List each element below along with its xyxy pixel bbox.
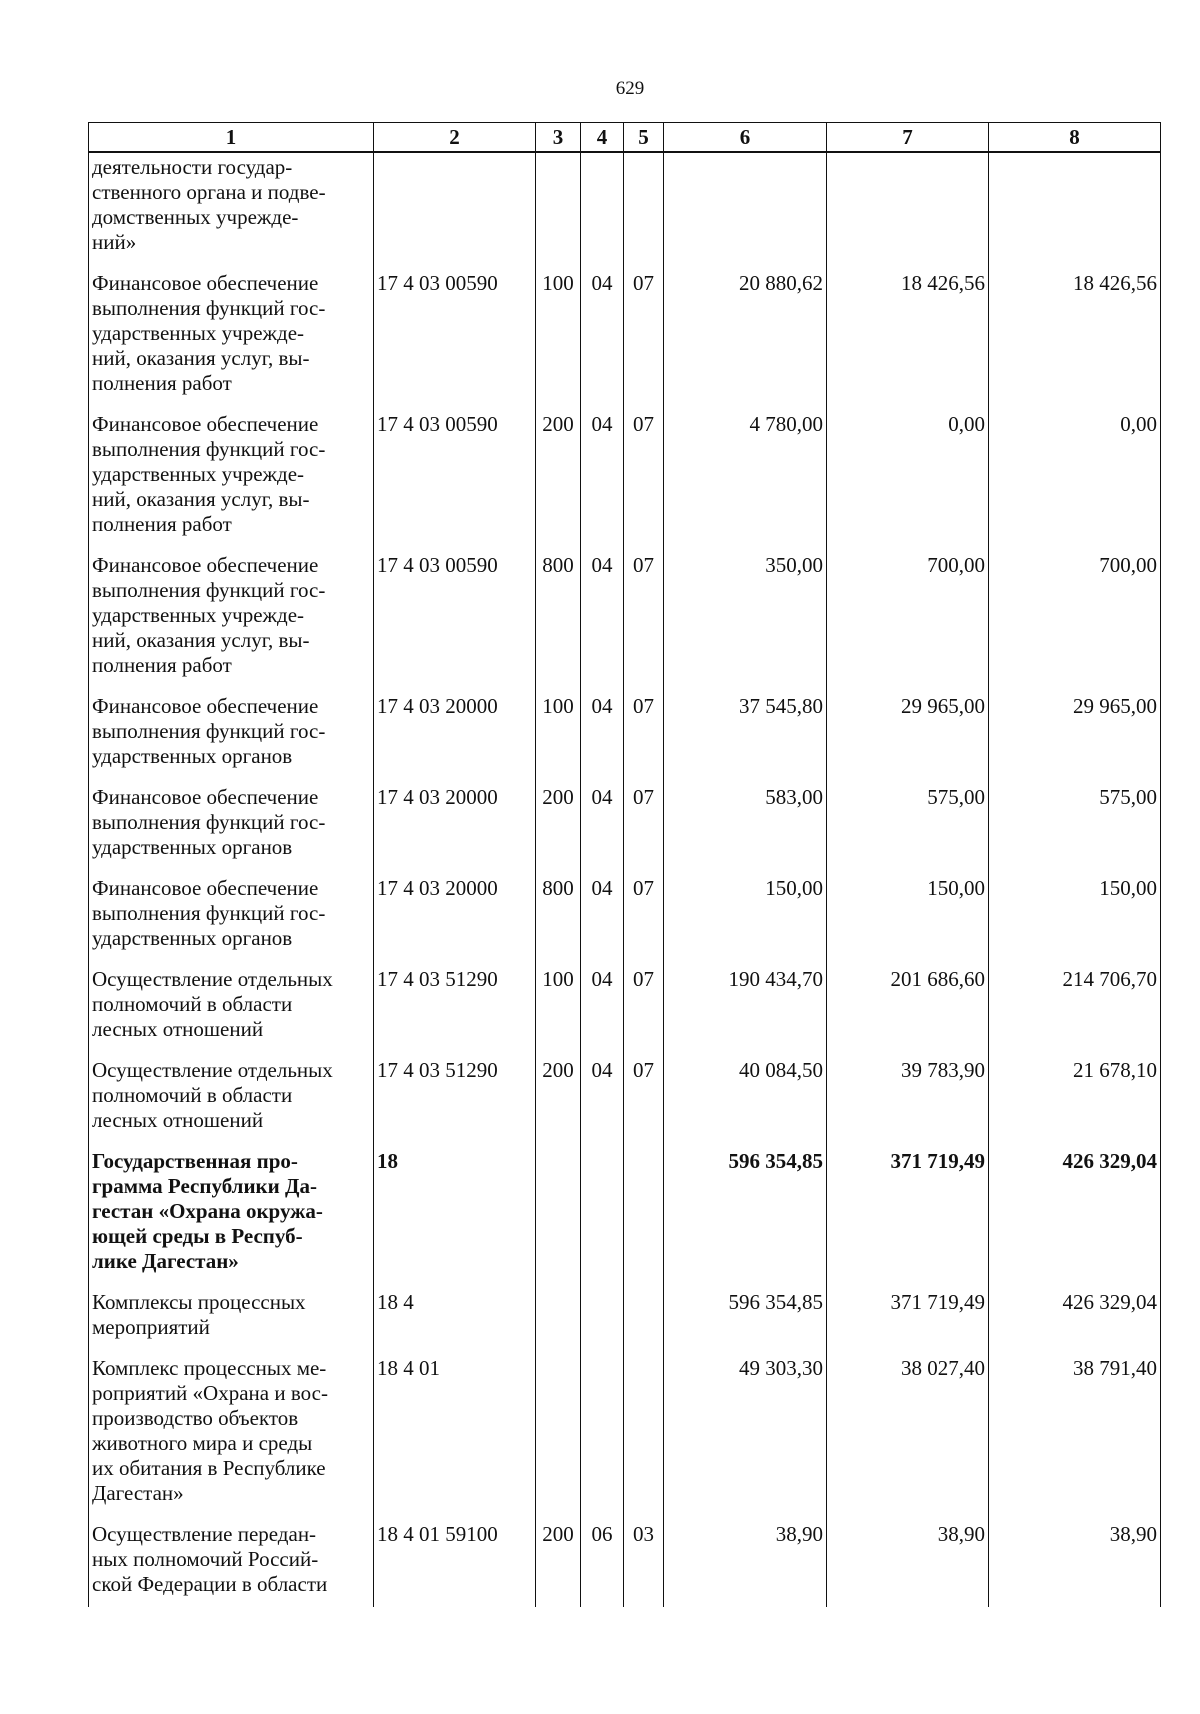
target-code-cell: 17 4 03 20000 bbox=[374, 874, 536, 965]
table-row bbox=[89, 692, 1161, 783]
row-name-line: ний, оказания услуг, вы- bbox=[92, 628, 310, 652]
row-name-cell bbox=[89, 1288, 374, 1354]
amount-year1-cell: 150,00 bbox=[664, 874, 827, 965]
target-code-cell: 17 4 03 51290 bbox=[374, 1056, 536, 1147]
amount-year2-cell: 0,00 bbox=[827, 410, 989, 551]
amount-year2-cell: 38,90 bbox=[827, 1520, 989, 1607]
expense-type-cell: 200 bbox=[536, 1520, 581, 1607]
row-name-cell bbox=[89, 269, 374, 410]
amount-year3-cell: 700,00 bbox=[989, 551, 1161, 692]
subsection-cell: 07 bbox=[624, 965, 664, 1056]
row-name-line: лике Дагестан» bbox=[92, 1249, 239, 1273]
expense-type-cell: 200 bbox=[536, 410, 581, 551]
expense-type-cell: 200 bbox=[536, 1056, 581, 1147]
row-name-cell bbox=[89, 874, 374, 965]
row-name-line: полномочий в области bbox=[92, 1083, 293, 1107]
row-name-line: ний» bbox=[92, 230, 137, 254]
amount-year2-cell: 700,00 bbox=[827, 551, 989, 692]
subsection-cell: 07 bbox=[624, 1056, 664, 1147]
row-name-line: ных полномочий Россий- bbox=[92, 1547, 319, 1571]
section-cell bbox=[581, 1354, 624, 1520]
expense-type-cell bbox=[536, 1147, 581, 1288]
amount-year3-cell: 575,00 bbox=[989, 783, 1161, 874]
column-header-3: 3 bbox=[536, 123, 581, 153]
page-number: 629 bbox=[615, 78, 645, 99]
row-name-line: ской Федерации в области bbox=[92, 1572, 328, 1596]
row-name-line: ударственных органов bbox=[92, 744, 293, 768]
row-name-line: ударственных учрежде- bbox=[92, 321, 305, 345]
column-header-6: 6 bbox=[664, 123, 827, 153]
amount-year3-cell: 426 329,04 bbox=[989, 1147, 1161, 1288]
target-code-cell: 18 4 bbox=[374, 1288, 536, 1354]
amount-year1-cell: 37 545,80 bbox=[664, 692, 827, 783]
amount-year2-cell: 575,00 bbox=[827, 783, 989, 874]
amount-year1-cell: 40 084,50 bbox=[664, 1056, 827, 1147]
amount-year1-cell: 49 303,30 bbox=[664, 1354, 827, 1520]
amount-year1-cell: 596 354,85 bbox=[664, 1288, 827, 1354]
subsection-cell: 03 bbox=[624, 1520, 664, 1607]
row-name-line: производство объектов bbox=[92, 1406, 299, 1430]
target-code-cell: 17 4 03 20000 bbox=[374, 783, 536, 874]
row-name-line: роприятий «Охрана и вос- bbox=[92, 1381, 328, 1405]
amount-year2-cell: 38 027,40 bbox=[827, 1354, 989, 1520]
amount-year2-cell: 371 719,49 bbox=[827, 1147, 989, 1288]
target-code-cell: 17 4 03 51290 bbox=[374, 965, 536, 1056]
row-name-line: Финансовое обеспечение bbox=[92, 412, 319, 436]
row-name-line: выполнения функций гос- bbox=[92, 437, 326, 461]
row-name-line: полнения работ bbox=[92, 371, 232, 395]
row-name-line: Дагестан» bbox=[92, 1481, 184, 1505]
row-name-line: полномочий в области bbox=[92, 992, 293, 1016]
table-row bbox=[89, 1056, 1161, 1147]
subsection-cell: 07 bbox=[624, 874, 664, 965]
row-name-cell bbox=[89, 551, 374, 692]
target-code-cell: 18 4 01 bbox=[374, 1354, 536, 1520]
row-name-line: гестан «Охрана окружа- bbox=[92, 1199, 323, 1223]
row-name-line: их обитания в Республике bbox=[92, 1456, 326, 1480]
subsection-cell: 07 bbox=[624, 410, 664, 551]
section-cell: 04 bbox=[581, 269, 624, 410]
subsection-cell: 07 bbox=[624, 692, 664, 783]
target-code-cell: 17 4 03 20000 bbox=[374, 692, 536, 783]
amount-year3-cell: 426 329,04 bbox=[989, 1288, 1161, 1354]
row-name-line: Осуществление отдельных bbox=[92, 967, 333, 991]
amount-year2-cell: 150,00 bbox=[827, 874, 989, 965]
amount-year3-cell: 29 965,00 bbox=[989, 692, 1161, 783]
row-name-cell bbox=[89, 1354, 374, 1520]
subsection-cell: 07 bbox=[624, 551, 664, 692]
row-name-cell bbox=[89, 783, 374, 874]
row-name-line: деятельности государ- bbox=[92, 155, 293, 179]
section-cell: 04 bbox=[581, 551, 624, 692]
amount-year3-cell: 150,00 bbox=[989, 874, 1161, 965]
row-name-line: Осуществление отдельных bbox=[92, 1058, 333, 1082]
section-cell: 04 bbox=[581, 783, 624, 874]
amount-year1-cell: 596 354,85 bbox=[664, 1147, 827, 1288]
expense-type-cell: 100 bbox=[536, 692, 581, 783]
row-name-line: Финансовое обеспечение bbox=[92, 553, 319, 577]
amount-year3-cell: 21 678,10 bbox=[989, 1056, 1161, 1147]
budget-table bbox=[88, 122, 1161, 1607]
expense-type-cell bbox=[536, 1354, 581, 1520]
table-row bbox=[89, 783, 1161, 874]
target-code-cell: 17 4 03 00590 bbox=[374, 551, 536, 692]
amount-year3-cell: 38 791,40 bbox=[989, 1354, 1161, 1520]
subsection-cell: 07 bbox=[624, 783, 664, 874]
subsection-cell bbox=[624, 152, 664, 269]
budget-table-body bbox=[89, 152, 1161, 1607]
amount-year3-cell: 0,00 bbox=[989, 410, 1161, 551]
amount-year1-cell: 20 880,62 bbox=[664, 269, 827, 410]
amount-year2-cell: 29 965,00 bbox=[827, 692, 989, 783]
row-name-line: выполнения функций гос- bbox=[92, 719, 326, 743]
row-name-line: ний, оказания услуг, вы- bbox=[92, 487, 310, 511]
row-name-line: животного мира и среды bbox=[92, 1431, 313, 1455]
column-header-8: 8 bbox=[989, 123, 1161, 153]
expense-type-cell: 100 bbox=[536, 965, 581, 1056]
row-name-line: ющей среды в Респуб- bbox=[92, 1224, 303, 1248]
column-header-2: 2 bbox=[374, 123, 536, 153]
table-row bbox=[89, 1288, 1161, 1354]
section-cell bbox=[581, 1288, 624, 1354]
amount-year1-cell: 190 434,70 bbox=[664, 965, 827, 1056]
table-row bbox=[89, 965, 1161, 1056]
row-name-line: полнения работ bbox=[92, 512, 232, 536]
expense-type-cell: 200 bbox=[536, 783, 581, 874]
section-cell: 04 bbox=[581, 692, 624, 783]
amount-year3-cell: 214 706,70 bbox=[989, 965, 1161, 1056]
row-name-line: лесных отношений bbox=[92, 1108, 264, 1132]
budget-table-container bbox=[88, 122, 1161, 1607]
section-cell: 06 bbox=[581, 1520, 624, 1607]
subsection-cell bbox=[624, 1147, 664, 1288]
row-name-cell bbox=[89, 692, 374, 783]
section-cell: 04 bbox=[581, 410, 624, 551]
row-name-cell bbox=[89, 1056, 374, 1147]
row-name-line: Финансовое обеспечение bbox=[92, 785, 319, 809]
row-name-cell bbox=[89, 152, 374, 269]
column-header-7: 7 bbox=[827, 123, 989, 153]
amount-year2-cell: 371 719,49 bbox=[827, 1288, 989, 1354]
table-row bbox=[89, 1520, 1161, 1607]
expense-type-cell: 800 bbox=[536, 551, 581, 692]
amount-year1-cell: 350,00 bbox=[664, 551, 827, 692]
amount-year2-cell: 39 783,90 bbox=[827, 1056, 989, 1147]
column-header-5: 5 bbox=[624, 123, 664, 153]
row-name-cell bbox=[89, 1520, 374, 1607]
row-name-line: ударственных учрежде- bbox=[92, 462, 305, 486]
row-name-line: грамма Республики Да- bbox=[92, 1174, 317, 1198]
row-name-line: выполнения функций гос- bbox=[92, 578, 326, 602]
row-name-line: ударственных учрежде- bbox=[92, 603, 305, 627]
table-row bbox=[89, 874, 1161, 965]
section-cell: 04 bbox=[581, 874, 624, 965]
section-cell: 04 bbox=[581, 1056, 624, 1147]
section-cell bbox=[581, 152, 624, 269]
amount-year2-cell: 201 686,60 bbox=[827, 965, 989, 1056]
row-name-line: Финансовое обеспечение bbox=[92, 876, 319, 900]
table-row bbox=[89, 1147, 1161, 1288]
row-name-line: лесных отношений bbox=[92, 1017, 264, 1041]
row-name-line: Комплексы процессных bbox=[92, 1290, 306, 1314]
subsection-cell: 07 bbox=[624, 269, 664, 410]
expense-type-cell bbox=[536, 152, 581, 269]
amount-year2-cell bbox=[827, 152, 989, 269]
subsection-cell bbox=[624, 1354, 664, 1520]
row-name-line: Финансовое обеспечение bbox=[92, 694, 319, 718]
row-name-line: ударственных органов bbox=[92, 835, 293, 859]
row-name-line: ственного органа и подве- bbox=[92, 180, 326, 204]
row-name-line: выполнения функций гос- bbox=[92, 810, 326, 834]
amount-year3-cell bbox=[989, 152, 1161, 269]
row-name-line: домственных учрежде- bbox=[92, 205, 299, 229]
row-name-line: ний, оказания услуг, вы- bbox=[92, 346, 310, 370]
row-name-line: мероприятий bbox=[92, 1315, 210, 1339]
column-number-header-row bbox=[89, 123, 1161, 153]
target-code-cell: 17 4 03 00590 bbox=[374, 410, 536, 551]
target-code-cell: 17 4 03 00590 bbox=[374, 269, 536, 410]
row-name-line: полнения работ bbox=[92, 653, 232, 677]
row-name-line: Комплекс процессных ме- bbox=[92, 1356, 327, 1380]
row-name-line: Финансовое обеспечение bbox=[92, 271, 319, 295]
row-name-line: Государственная про- bbox=[92, 1149, 298, 1173]
target-code-cell: 18 4 01 59100 bbox=[374, 1520, 536, 1607]
row-name-line: выполнения функций гос- bbox=[92, 296, 326, 320]
amount-year2-cell: 18 426,56 bbox=[827, 269, 989, 410]
column-header-1: 1 bbox=[89, 123, 374, 153]
table-row bbox=[89, 152, 1161, 269]
amount-year1-cell bbox=[664, 152, 827, 269]
column-header-4: 4 bbox=[581, 123, 624, 153]
amount-year3-cell: 38,90 bbox=[989, 1520, 1161, 1607]
amount-year3-cell: 18 426,56 bbox=[989, 269, 1161, 410]
table-row bbox=[89, 1354, 1161, 1520]
row-name-cell bbox=[89, 1147, 374, 1288]
target-code-cell: 18 bbox=[374, 1147, 536, 1288]
row-name-line: Осуществление передан- bbox=[92, 1522, 317, 1546]
row-name-cell bbox=[89, 965, 374, 1056]
row-name-line: выполнения функций гос- bbox=[92, 901, 326, 925]
table-row bbox=[89, 269, 1161, 410]
section-cell bbox=[581, 1147, 624, 1288]
table-row bbox=[89, 410, 1161, 551]
table-row bbox=[89, 551, 1161, 692]
row-name-cell bbox=[89, 410, 374, 551]
expense-type-cell: 800 bbox=[536, 874, 581, 965]
expense-type-cell bbox=[536, 1288, 581, 1354]
expense-type-cell: 100 bbox=[536, 269, 581, 410]
target-code-cell bbox=[374, 152, 536, 269]
amount-year1-cell: 4 780,00 bbox=[664, 410, 827, 551]
row-name-line: ударственных органов bbox=[92, 926, 293, 950]
subsection-cell bbox=[624, 1288, 664, 1354]
amount-year1-cell: 583,00 bbox=[664, 783, 827, 874]
section-cell: 04 bbox=[581, 965, 624, 1056]
amount-year1-cell: 38,90 bbox=[664, 1520, 827, 1607]
